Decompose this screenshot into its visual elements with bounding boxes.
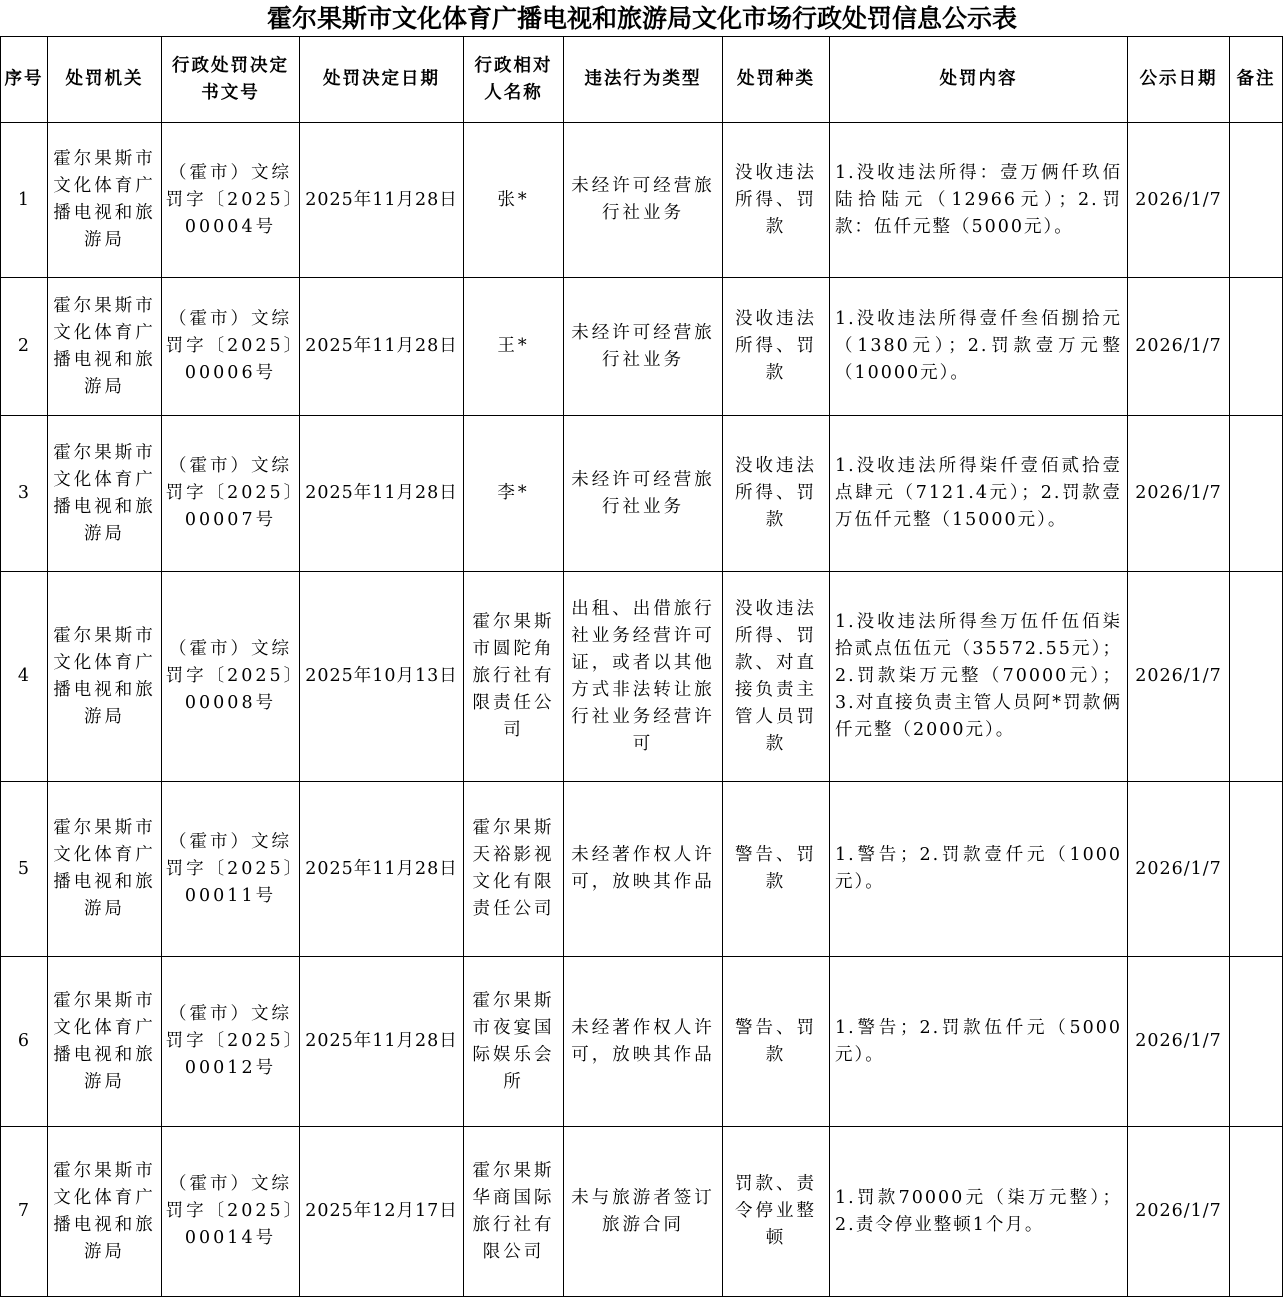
cell-publish-date: 2026/1/7 (1128, 572, 1230, 782)
cell-remark (1230, 416, 1283, 572)
header-row (1, 37, 1283, 123)
cell-remark (1230, 782, 1283, 957)
cell-penalty-type: 警告、罚款 (723, 957, 830, 1127)
cell-doc-no: （霍市）文综罚字〔2025〕00004号 (162, 123, 300, 278)
cell-penalty-content: 1.没收违法所得叁万伍仟伍佰柒拾贰点伍伍元（35572.55元）；2.罚款柒万元整（70000元）；3.对直接负责主管人员阿*罚款俩仟元整（2000元）。 (830, 572, 1128, 782)
header-party: 行政相对人名称 (464, 37, 564, 123)
cell-decision-date: 2025年11月28日 (300, 278, 464, 416)
cell-party: 李* (464, 416, 564, 572)
cell-seq: 7 (1, 1127, 48, 1297)
cell-violation: 未经著作权人许可，放映其作品 (564, 782, 723, 957)
cell-decision-date: 2025年11月28日 (300, 957, 464, 1127)
cell-publish-date: 2026/1/7 (1128, 782, 1230, 957)
header-authority: 处罚机关 (48, 37, 162, 123)
cell-doc-no: （霍市）文综罚字〔2025〕00008号 (162, 572, 300, 782)
page-title: 霍尔果斯市文化体育广播电视和旅游局文化市场行政处罚信息公示表 (266, 4, 1017, 33)
cell-decision-date: 2025年11月28日 (300, 782, 464, 957)
cell-seq: 5 (1, 782, 48, 957)
cell-penalty-content: 1.没收违法所得壹仟叁佰捌拾元（1380元）；2.罚款壹万元整（10000元）。 (830, 278, 1128, 416)
cell-violation: 未经许可经营旅行社业务 (564, 123, 723, 278)
cell-authority: 霍尔果斯市文化体育广播电视和旅游局 (48, 957, 162, 1127)
cell-violation: 未经许可经营旅行社业务 (564, 278, 723, 416)
cell-doc-no: （霍市）文综罚字〔2025〕00014号 (162, 1127, 300, 1297)
cell-penalty-content: 1.警告；2.罚款壹仟元（1000元）。 (830, 782, 1128, 957)
cell-penalty-content: 1.没收违法所得柒仟壹佰贰拾壹点肆元（7121.4元）；2.罚款壹万伍仟元整（15000元）。 (830, 416, 1128, 572)
cell-doc-no: （霍市）文综罚字〔2025〕00011号 (162, 782, 300, 957)
table-row (1, 957, 1283, 1127)
header-doc-no: 行政处罚决定书文号 (162, 37, 300, 123)
header-remark: 备注 (1230, 37, 1283, 123)
header-decision-date: 处罚决定日期 (300, 37, 464, 123)
table-row (1, 278, 1283, 416)
cell-penalty-content: 1.警告；2.罚款伍仟元（5000元）。 (830, 957, 1128, 1127)
table-row (1, 782, 1283, 957)
cell-penalty-type: 没收违法所得、罚款 (723, 278, 830, 416)
cell-violation: 未经许可经营旅行社业务 (564, 416, 723, 572)
cell-doc-no: （霍市）文综罚字〔2025〕00007号 (162, 416, 300, 572)
penalty-table (0, 36, 1283, 1297)
cell-authority: 霍尔果斯市文化体育广播电视和旅游局 (48, 416, 162, 572)
cell-penalty-type: 没收违法所得、罚款 (723, 123, 830, 278)
cell-seq: 4 (1, 572, 48, 782)
cell-seq: 6 (1, 957, 48, 1127)
cell-penalty-content: 1.没收违法所得：壹万俩仟玖佰陆拾陆元（12966元）；2.罚款：伍仟元整（5000元）。 (830, 123, 1128, 278)
cell-publish-date: 2026/1/7 (1128, 1127, 1230, 1297)
header-violation: 违法行为类型 (564, 37, 723, 123)
table-row (1, 1127, 1283, 1297)
cell-authority: 霍尔果斯市文化体育广播电视和旅游局 (48, 1127, 162, 1297)
cell-authority: 霍尔果斯市文化体育广播电视和旅游局 (48, 278, 162, 416)
header-publish-date: 公示日期 (1128, 37, 1230, 123)
cell-party: 霍尔果斯天裕影视文化有限责任公司 (464, 782, 564, 957)
cell-penalty-type: 没收违法所得、罚款 (723, 416, 830, 572)
cell-violation: 未与旅游者签订旅游合同 (564, 1127, 723, 1297)
cell-party: 霍尔果斯市圆陀角旅行社有限责任公司 (464, 572, 564, 782)
cell-authority: 霍尔果斯市文化体育广播电视和旅游局 (48, 782, 162, 957)
cell-decision-date: 2025年12月17日 (300, 1127, 464, 1297)
cell-decision-date: 2025年11月28日 (300, 416, 464, 572)
cell-decision-date: 2025年11月28日 (300, 123, 464, 278)
cell-authority: 霍尔果斯市文化体育广播电视和旅游局 (48, 572, 162, 782)
table-row (1, 416, 1283, 572)
cell-violation: 出租、出借旅行社业务经营许可证，或者以其他方式非法转让旅行社业务经营许可 (564, 572, 723, 782)
cell-violation: 未经著作权人许可，放映其作品 (564, 957, 723, 1127)
cell-party: 霍尔果斯华商国际旅行社有限公司 (464, 1127, 564, 1297)
cell-remark (1230, 572, 1283, 782)
cell-publish-date: 2026/1/7 (1128, 416, 1230, 572)
header-penalty-content: 处罚内容 (830, 37, 1128, 123)
table-row (1, 123, 1283, 278)
cell-publish-date: 2026/1/7 (1128, 278, 1230, 416)
cell-authority: 霍尔果斯市文化体育广播电视和旅游局 (48, 123, 162, 278)
header-seq: 序号 (1, 37, 48, 123)
table-row (1, 572, 1283, 782)
cell-party: 王* (464, 278, 564, 416)
cell-publish-date: 2026/1/7 (1128, 957, 1230, 1127)
cell-penalty-type: 没收违法所得、罚款、对直接负责主管人员罚款 (723, 572, 830, 782)
cell-publish-date: 2026/1/7 (1128, 123, 1230, 278)
cell-decision-date: 2025年10月13日 (300, 572, 464, 782)
cell-remark (1230, 957, 1283, 1127)
cell-seq: 1 (1, 123, 48, 278)
cell-remark (1230, 278, 1283, 416)
cell-penalty-type: 罚款、责令停业整顿 (723, 1127, 830, 1297)
cell-doc-no: （霍市）文综罚字〔2025〕00012号 (162, 957, 300, 1127)
cell-penalty-content: 1.罚款70000元（柒万元整）；2.责令停业整顿1个月。 (830, 1127, 1128, 1297)
cell-seq: 2 (1, 278, 48, 416)
cell-party: 霍尔果斯市夜宴国际娱乐会所 (464, 957, 564, 1127)
cell-penalty-type: 警告、罚款 (723, 782, 830, 957)
header-penalty-type: 处罚种类 (723, 37, 830, 123)
cell-remark (1230, 123, 1283, 278)
cell-seq: 3 (1, 416, 48, 572)
cell-party: 张* (464, 123, 564, 278)
cell-remark (1230, 1127, 1283, 1297)
cell-doc-no: （霍市）文综罚字〔2025〕00006号 (162, 278, 300, 416)
